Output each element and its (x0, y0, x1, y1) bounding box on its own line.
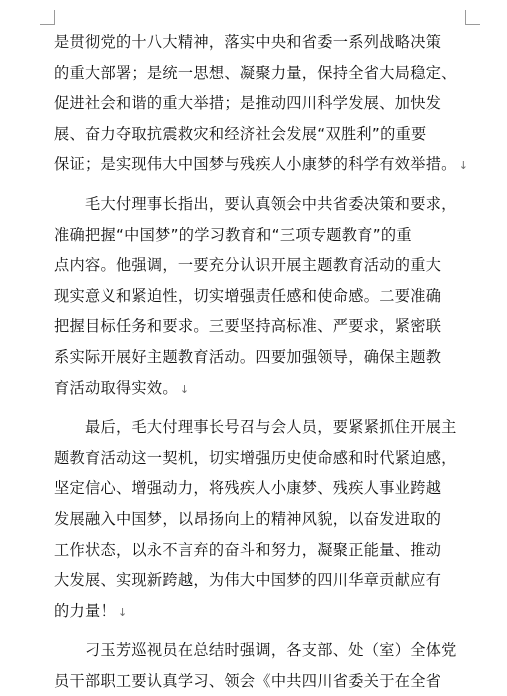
text-line (54, 149, 469, 180)
crop-mark-top-right (465, 10, 480, 25)
text-line-content: 发展融入中国梦，以昂扬向上的精神风貌，以奋发进取的 (54, 509, 442, 528)
text-line (54, 88, 466, 119)
text-line-content: 大发展、实现新跨越，为伟大中国梦的四川华章贡献应有 (54, 571, 442, 590)
text-line-content: 员干部职工要认真学习、领会《中共四川省委关于在全省 (54, 671, 442, 690)
paragraph-spacing (54, 626, 466, 635)
text-line (54, 504, 466, 535)
paragraph-spacing (54, 180, 466, 189)
text-line (54, 565, 466, 596)
text-line (54, 596, 466, 627)
text-line (54, 535, 466, 566)
paragraph (54, 27, 469, 180)
paragraph-mark-icon: ↓ (117, 605, 128, 619)
text-line-content: 保证；是实现伟大中国梦与残疾人小康梦的科学有效举措。 (54, 155, 457, 174)
paragraph (54, 635, 466, 696)
text-line (54, 311, 466, 342)
text-line-content: 毛大付理事长指出，要认真领会中共省委决策和要求， (54, 194, 457, 213)
text-line (54, 666, 466, 696)
text-line-content: 促进社会和谐的重大举措；是推动四川科学发展、加快发 (54, 94, 442, 113)
paragraph (54, 412, 466, 626)
crop-mark-top-left (40, 10, 55, 25)
text-line-content: 坚定信心、增强动力，将残疾人小康梦、残疾人事业跨越 (54, 479, 442, 498)
text-line (54, 27, 466, 58)
paragraph-mark-icon: ↓ (458, 159, 469, 173)
text-line-content: 的力量！ (54, 601, 116, 620)
text-line-content: 准确把握“中国梦”的学习教育和“三项专题教育”的重 (54, 225, 412, 244)
text-line (54, 281, 466, 312)
text-line-content: 把握目标任务和要求。三要坚持高标准、严要求，紧密联 (54, 317, 442, 336)
text-line-content: 刁玉芳巡视员在总结时强调，各支部、处（室）全体党 (54, 641, 457, 660)
text-line-content: 最后，毛大付理事长号召与会人员，要紧紧抓住开展主 (54, 418, 457, 437)
text-line-content: 系实际开展好主题教育活动。四要加强领导，确保主题教 (54, 347, 442, 366)
text-line (54, 473, 466, 504)
text-line (54, 119, 466, 150)
text-line-content: 题教育活动这一契机，切实增强历史使命感和时代紧迫感， (54, 448, 457, 467)
text-line-content: 展、奋力夺取抗震救灾和经济社会发展“双胜利”的重要 (54, 124, 427, 143)
paragraph-spacing (54, 403, 466, 412)
text-line (54, 412, 466, 443)
text-line-content: 是贯彻党的十八大精神，落实中央和省委一系列战略决策 (54, 33, 442, 51)
text-line (54, 373, 466, 404)
paragraph-mark-icon: ↓ (179, 382, 190, 396)
text-line (54, 443, 466, 474)
text-line-content: 点内容。他强调，一要充分认识开展主题教育活动的重大 (54, 256, 442, 275)
text-line-content: 的重大部署；是统一思想、凝聚力量，保持全省大局稳定、 (54, 63, 457, 82)
text-line-content: 现实意义和紧迫性，切实增强责任感和使命感。二要准确 (54, 286, 442, 305)
text-line (54, 220, 466, 251)
text-line (54, 58, 466, 89)
document-body[interactable] (54, 27, 469, 696)
paragraph-list (54, 27, 469, 696)
text-line (54, 189, 466, 220)
text-line-content: 工作状态，以永不言弃的奋斗和努力，凝聚正能量、推动 (54, 540, 442, 559)
text-line (54, 635, 466, 666)
text-line (54, 342, 466, 373)
text-line-content: 育活动取得实效。 (54, 378, 178, 397)
text-line (54, 250, 466, 281)
paragraph (54, 189, 466, 403)
